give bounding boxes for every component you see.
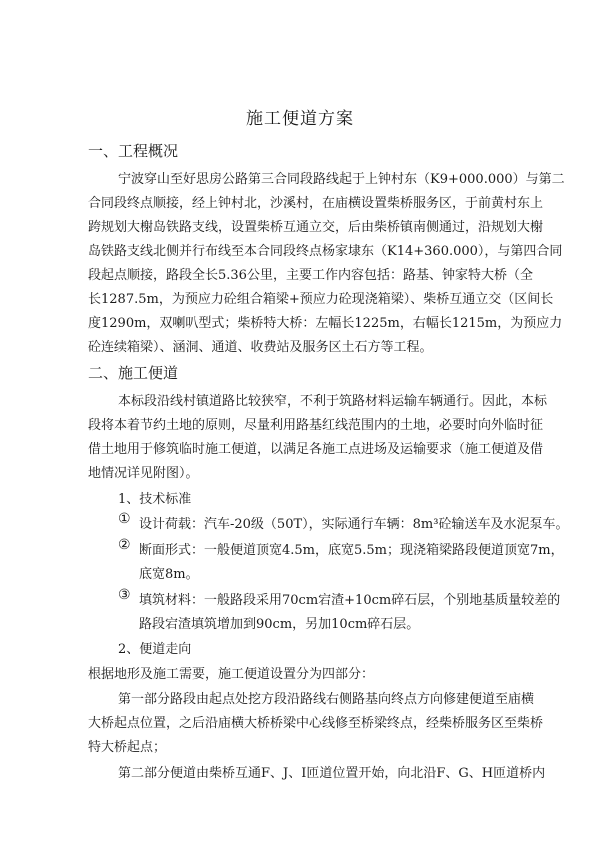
item-number: ③ [118,587,131,603]
paragraph-line: 特大桥起点； [88,740,167,755]
paragraph-line: 根据地形及施工需要，施工便道设置分为四部分： [88,667,375,682]
paragraph-line: 段将本着节约土地的原则，尽量利用路基红线范围内的土地，必要时向外临时征 [88,418,544,433]
paragraph-line: 借土地用于修筑临时施工便道，以满足各施工点进场及运输要求（施工便道及借 [88,442,544,457]
item-text: 设计荷载：汽车-20级（50T），实际通行车辆：8m³砼输送车及水泥泵车。 [139,517,569,532]
paragraph-line: 宁波穿山至好思房公路第三合同段路线起于上钟村东（K9+000.000）与第二 [118,172,565,187]
paragraph-line: 砼连续箱梁）、涵洞、通道、收费站及服务区土石方等工程。 [88,340,433,355]
item-number: ① [118,511,131,527]
paragraph-line: 第二部分便道由柴桥互通F、J、I匝道位置开始，向北沿F、G、H匝道桥内 [118,766,546,781]
item-text: 底宽8m。 [139,567,199,582]
subheading-technical-standard: 1、技术标准 [118,492,192,507]
paragraph-line: 地情况详见附图）。 [88,466,199,481]
paragraph-line: 岛铁路支线北侧并行布线至本合同段终点杨家埭东（K14+360.000），与第四合同 [88,244,563,259]
item-number: ② [118,537,131,553]
paragraph-line: 跨规划大榭岛铁路支线，设置柴桥互通立交，后由柴桥镇南侧通过，沿规划大榭 [88,220,544,235]
item-text: 断面形式：一般便道顶宽4.5m，底宽5.5m；现浇箱梁路段便道顶宽7m， [139,543,564,558]
item-text: 路段宕渣填筑增加到90cm，另加10cm碎石层。 [139,617,420,632]
section-2-heading: 二、施工便道 [88,364,179,382]
paragraph-line: 度1290m，双喇叭型式；柴桥特大桥：左幅长1225m，右幅长1215m，为预应力 [88,316,563,331]
item-text: 填筑材料：一般路段采用70cm宕渣+10cm碎石层，个别地基质量较差的 [139,593,561,608]
paragraph-line: 合同段终点顺接，经上钟村北，沙溪村，在庙横设置柴桥服务区，于前黄村东上 [88,196,544,211]
paragraph-line: 大桥起点位置，之后沿庙横大桥桥梁中心线修至桥梁终点，经柴桥服务区至柴桥 [88,716,544,731]
paragraph-line: 段起点顺接，路段全长5.36公里，主要工作内容包括：路基、钟家特大桥（全 [88,268,533,283]
section-1-heading: 一、工程概况 [88,142,179,160]
subheading-route: 2、便道走向 [118,642,192,657]
paragraph-line: 第一部分路段由起点处挖方段沿路线右侧路基向终点方向修建便道至庙横 [118,692,535,707]
page-title: 施工便道方案 [246,109,354,129]
paragraph-line: 长1287.5m，为预应力砼组合箱梁+预应力砼现浇箱梁）、柴桥互通立交（区间长 [88,292,554,307]
paragraph-line: 本标段沿线村镇道路比较狭窄，不利于筑路材料运输车辆通行。因此，本标 [118,394,548,409]
